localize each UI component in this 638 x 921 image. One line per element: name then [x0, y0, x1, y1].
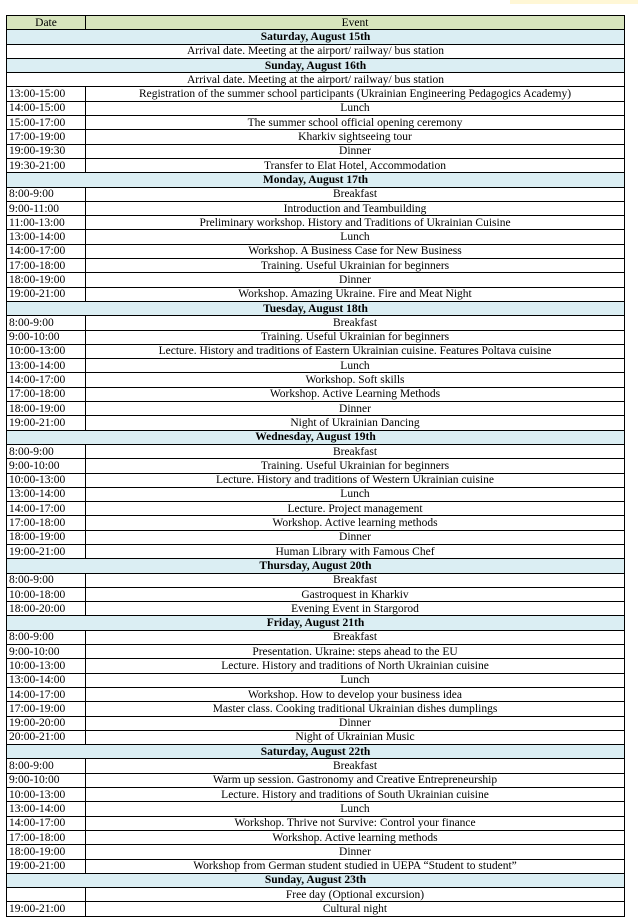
event-cell: Lunch	[86, 359, 625, 373]
time-cell: 10:00-13:00	[7, 788, 86, 802]
event-cell: Dinner	[86, 144, 625, 158]
time-cell: 9:00-10:00	[7, 773, 86, 787]
schedule-row	[7, 459, 625, 473]
schedule-row	[7, 730, 625, 744]
event-cell: Workshop. Active Learning Methods	[86, 387, 625, 401]
schedule-row	[7, 530, 625, 544]
event-cell: Cultural night	[86, 902, 625, 916]
day-header-row	[7, 616, 625, 630]
schedule-row	[7, 287, 625, 301]
time-cell: 8:00-9:00	[7, 316, 86, 330]
time-cell: 14:00-17:00	[7, 816, 86, 830]
day-heading: Monday, August 17th	[7, 173, 625, 187]
time-cell: 14:00-17:00	[7, 244, 86, 258]
event-cell: Breakfast	[86, 187, 625, 201]
event-cell: Arrival date. Meeting at the airport/ railway/ bus station	[7, 73, 625, 87]
schedule-row	[7, 573, 625, 587]
schedule-row	[7, 587, 625, 601]
time-cell: 18:00-19:00	[7, 845, 86, 859]
schedule-row	[7, 673, 625, 687]
schedule-row	[7, 630, 625, 644]
event-cell: Presentation. Ukraine: steps ahead to the EU	[86, 645, 625, 659]
event-cell: Lunch	[86, 673, 625, 687]
event-cell: Workshop. Active learning methods	[86, 830, 625, 844]
time-cell: 19:00-21:00	[7, 416, 86, 430]
event-cell: Lecture. History and traditions of Western Ukrainian cuisine	[86, 473, 625, 487]
time-cell: 15:00-17:00	[7, 116, 86, 130]
event-cell: Training. Useful Ukrainian for beginners	[86, 330, 625, 344]
event-cell: Arrival date. Meeting at the airport/ railway/ bus station	[7, 44, 625, 58]
event-cell: Workshop. A Business Case for New Business	[86, 244, 625, 258]
time-cell: 19:00-19:30	[7, 144, 86, 158]
schedule-row	[7, 259, 625, 273]
time-cell: 8:00-9:00	[7, 187, 86, 201]
event-cell: Kharkiv sightseeing tour	[86, 130, 625, 144]
schedule-row	[7, 702, 625, 716]
schedule-row	[7, 273, 625, 287]
event-cell: Breakfast	[86, 316, 625, 330]
event-cell: Night of Ukrainian Dancing	[86, 416, 625, 430]
event-cell: Workshop. Active learning methods	[86, 516, 625, 530]
event-cell: Gastroquest in Kharkiv	[86, 587, 625, 601]
schedule-row	[7, 473, 625, 487]
schedule-row	[7, 888, 625, 902]
day-heading: Saturday, August 22th	[7, 745, 625, 759]
event-cell: Workshop from German student studied in UEPA “Student to student”	[86, 859, 625, 873]
schedule-row	[7, 87, 625, 101]
time-cell: 18:00-19:00	[7, 402, 86, 416]
schedule-row	[7, 687, 625, 701]
time-cell: 14:00-17:00	[7, 687, 86, 701]
schedule-row	[7, 402, 625, 416]
schedule-row	[7, 816, 625, 830]
schedule-row	[7, 444, 625, 458]
schedule-row	[7, 845, 625, 859]
day-header-row	[7, 173, 625, 187]
time-cell	[7, 888, 86, 902]
schedule-row	[7, 502, 625, 516]
schedule-row	[7, 788, 625, 802]
time-cell: 8:00-9:00	[7, 630, 86, 644]
schedule-row	[7, 516, 625, 530]
schedule-row	[7, 201, 625, 215]
schedule-row	[7, 773, 625, 787]
time-cell: 18:00-20:00	[7, 602, 86, 616]
day-heading: Tuesday, August 18th	[7, 301, 625, 315]
time-cell: 19:00-21:00	[7, 902, 86, 916]
time-cell: 17:00-19:00	[7, 702, 86, 716]
time-cell: 17:00-18:00	[7, 259, 86, 273]
schedule-row	[7, 101, 625, 115]
event-cell: Master class. Cooking traditional Ukrainian dishes dumplings	[86, 702, 625, 716]
schedule-row	[7, 73, 625, 87]
event-column-header: Event	[86, 16, 625, 30]
event-cell: Lunch	[86, 101, 625, 115]
event-cell: Dinner	[86, 845, 625, 859]
time-cell: 13:00-14:00	[7, 802, 86, 816]
schedule-row	[7, 216, 625, 230]
event-cell: Dinner	[86, 530, 625, 544]
day-heading: Sunday, August 23th	[7, 873, 625, 887]
event-cell: Dinner	[86, 273, 625, 287]
schedule-row	[7, 902, 625, 916]
schedule-row	[7, 158, 625, 172]
time-cell: 19:00-20:00	[7, 716, 86, 730]
schedule-body	[7, 30, 625, 916]
event-cell: Preliminary workshop. History and Traditions of Ukrainian Cuisine	[86, 216, 625, 230]
event-cell: Evening Event in Stargorod	[86, 602, 625, 616]
time-cell: 11:00-13:00	[7, 216, 86, 230]
event-cell: Night of Ukrainian Music	[86, 730, 625, 744]
day-header-row	[7, 873, 625, 887]
time-cell: 10:00-13:00	[7, 473, 86, 487]
event-cell: Registration of the summer school participants (Ukrainian Engineering Pedagogics Academy)	[86, 87, 625, 101]
event-cell: Training. Useful Ukrainian for beginners	[86, 259, 625, 273]
schedule-row	[7, 759, 625, 773]
header-row	[7, 16, 625, 30]
time-cell: 20:00-21:00	[7, 730, 86, 744]
day-heading: Sunday, August 16th	[7, 58, 625, 72]
event-cell: Transfer to Elat Hotel, Accommodation	[86, 158, 625, 172]
time-cell: 8:00-9:00	[7, 759, 86, 773]
event-cell: Breakfast	[86, 759, 625, 773]
time-cell: 13:00-14:00	[7, 359, 86, 373]
time-cell: 9:00-10:00	[7, 330, 86, 344]
event-cell: Breakfast	[86, 630, 625, 644]
event-cell: Lecture. Project management	[86, 502, 625, 516]
schedule-row	[7, 645, 625, 659]
time-cell: 19:30-21:00	[7, 158, 86, 172]
event-cell: Workshop. Thrive not Survive: Control your finance	[86, 816, 625, 830]
day-heading: Wednesday, August 19th	[7, 430, 625, 444]
schedule-row	[7, 802, 625, 816]
day-header-row	[7, 30, 625, 44]
schedule-row	[7, 316, 625, 330]
day-heading: Saturday, August 15th	[7, 30, 625, 44]
day-heading: Friday, August 21th	[7, 616, 625, 630]
event-cell: Introduction and Teambuilding	[86, 201, 625, 215]
event-cell: Training. Useful Ukrainian for beginners	[86, 459, 625, 473]
time-cell: 13:00-15:00	[7, 87, 86, 101]
schedule-row	[7, 330, 625, 344]
schedule-table	[6, 15, 625, 917]
schedule-row	[7, 659, 625, 673]
event-cell: Lunch	[86, 230, 625, 244]
schedule-row	[7, 373, 625, 387]
time-cell: 8:00-9:00	[7, 573, 86, 587]
schedule-row	[7, 230, 625, 244]
event-cell: Workshop. How to develop your business idea	[86, 687, 625, 701]
schedule-row	[7, 187, 625, 201]
event-cell: Workshop. Soft skills	[86, 373, 625, 387]
time-cell: 9:00-10:00	[7, 645, 86, 659]
event-cell: Warm up session. Gastronomy and Creative Entrepreneurship	[86, 773, 625, 787]
time-cell: 10:00-13:00	[7, 344, 86, 358]
time-cell: 14:00-15:00	[7, 101, 86, 115]
event-cell: Lecture. History and traditions of South Ukrainian cuisine	[86, 788, 625, 802]
schedule-row	[7, 44, 625, 58]
time-cell: 17:00-18:00	[7, 387, 86, 401]
event-cell: Lunch	[86, 487, 625, 501]
day-header-row	[7, 430, 625, 444]
event-cell: Lunch	[86, 802, 625, 816]
time-cell: 17:00-18:00	[7, 830, 86, 844]
day-header-row	[7, 58, 625, 72]
schedule-row	[7, 144, 625, 158]
time-cell: 13:00-14:00	[7, 487, 86, 501]
time-cell: 18:00-19:00	[7, 530, 86, 544]
time-cell: 14:00-17:00	[7, 502, 86, 516]
day-header-row	[7, 301, 625, 315]
time-cell: 10:00-13:00	[7, 659, 86, 673]
event-cell: Human Library with Famous Chef	[86, 544, 625, 558]
event-cell: Workshop. Amazing Ukraine. Fire and Meat Night	[86, 287, 625, 301]
schedule-row	[7, 116, 625, 130]
event-cell: Lecture. History and traditions of North Ukrainian cuisine	[86, 659, 625, 673]
schedule-row	[7, 130, 625, 144]
time-cell: 13:00-14:00	[7, 230, 86, 244]
event-cell: Dinner	[86, 716, 625, 730]
schedule-row	[7, 359, 625, 373]
time-cell: 19:00-21:00	[7, 859, 86, 873]
event-cell: Lecture. History and traditions of Eastern Ukrainian cuisine. Features Poltava cuisine	[86, 344, 625, 358]
event-cell: Breakfast	[86, 444, 625, 458]
time-cell: 18:00-19:00	[7, 273, 86, 287]
day-header-row	[7, 559, 625, 573]
schedule-row	[7, 544, 625, 558]
time-cell: 9:00-10:00	[7, 459, 86, 473]
time-cell: 8:00-9:00	[7, 444, 86, 458]
time-cell: 17:00-19:00	[7, 130, 86, 144]
schedule-row	[7, 602, 625, 616]
event-cell: Free day (Optional excursion)	[86, 888, 625, 902]
day-header-row	[7, 745, 625, 759]
date-column-header: Date	[7, 16, 86, 30]
event-cell: Breakfast	[86, 573, 625, 587]
time-cell: 17:00-18:00	[7, 516, 86, 530]
time-cell: 14:00-17:00	[7, 373, 86, 387]
schedule-row	[7, 487, 625, 501]
top-highlight-strip	[510, 0, 638, 4]
event-cell: Dinner	[86, 402, 625, 416]
schedule-row	[7, 344, 625, 358]
time-cell: 10:00-18:00	[7, 587, 86, 601]
schedule-row	[7, 416, 625, 430]
schedule-row	[7, 859, 625, 873]
event-cell: The summer school official opening ceremony	[86, 116, 625, 130]
schedule-row	[7, 387, 625, 401]
time-cell: 19:00-21:00	[7, 544, 86, 558]
day-heading: Thursday, August 20th	[7, 559, 625, 573]
time-cell: 13:00-14:00	[7, 673, 86, 687]
schedule-row	[7, 716, 625, 730]
schedule-row	[7, 244, 625, 258]
time-cell: 9:00-11:00	[7, 201, 86, 215]
schedule-row	[7, 830, 625, 844]
time-cell: 19:00-21:00	[7, 287, 86, 301]
